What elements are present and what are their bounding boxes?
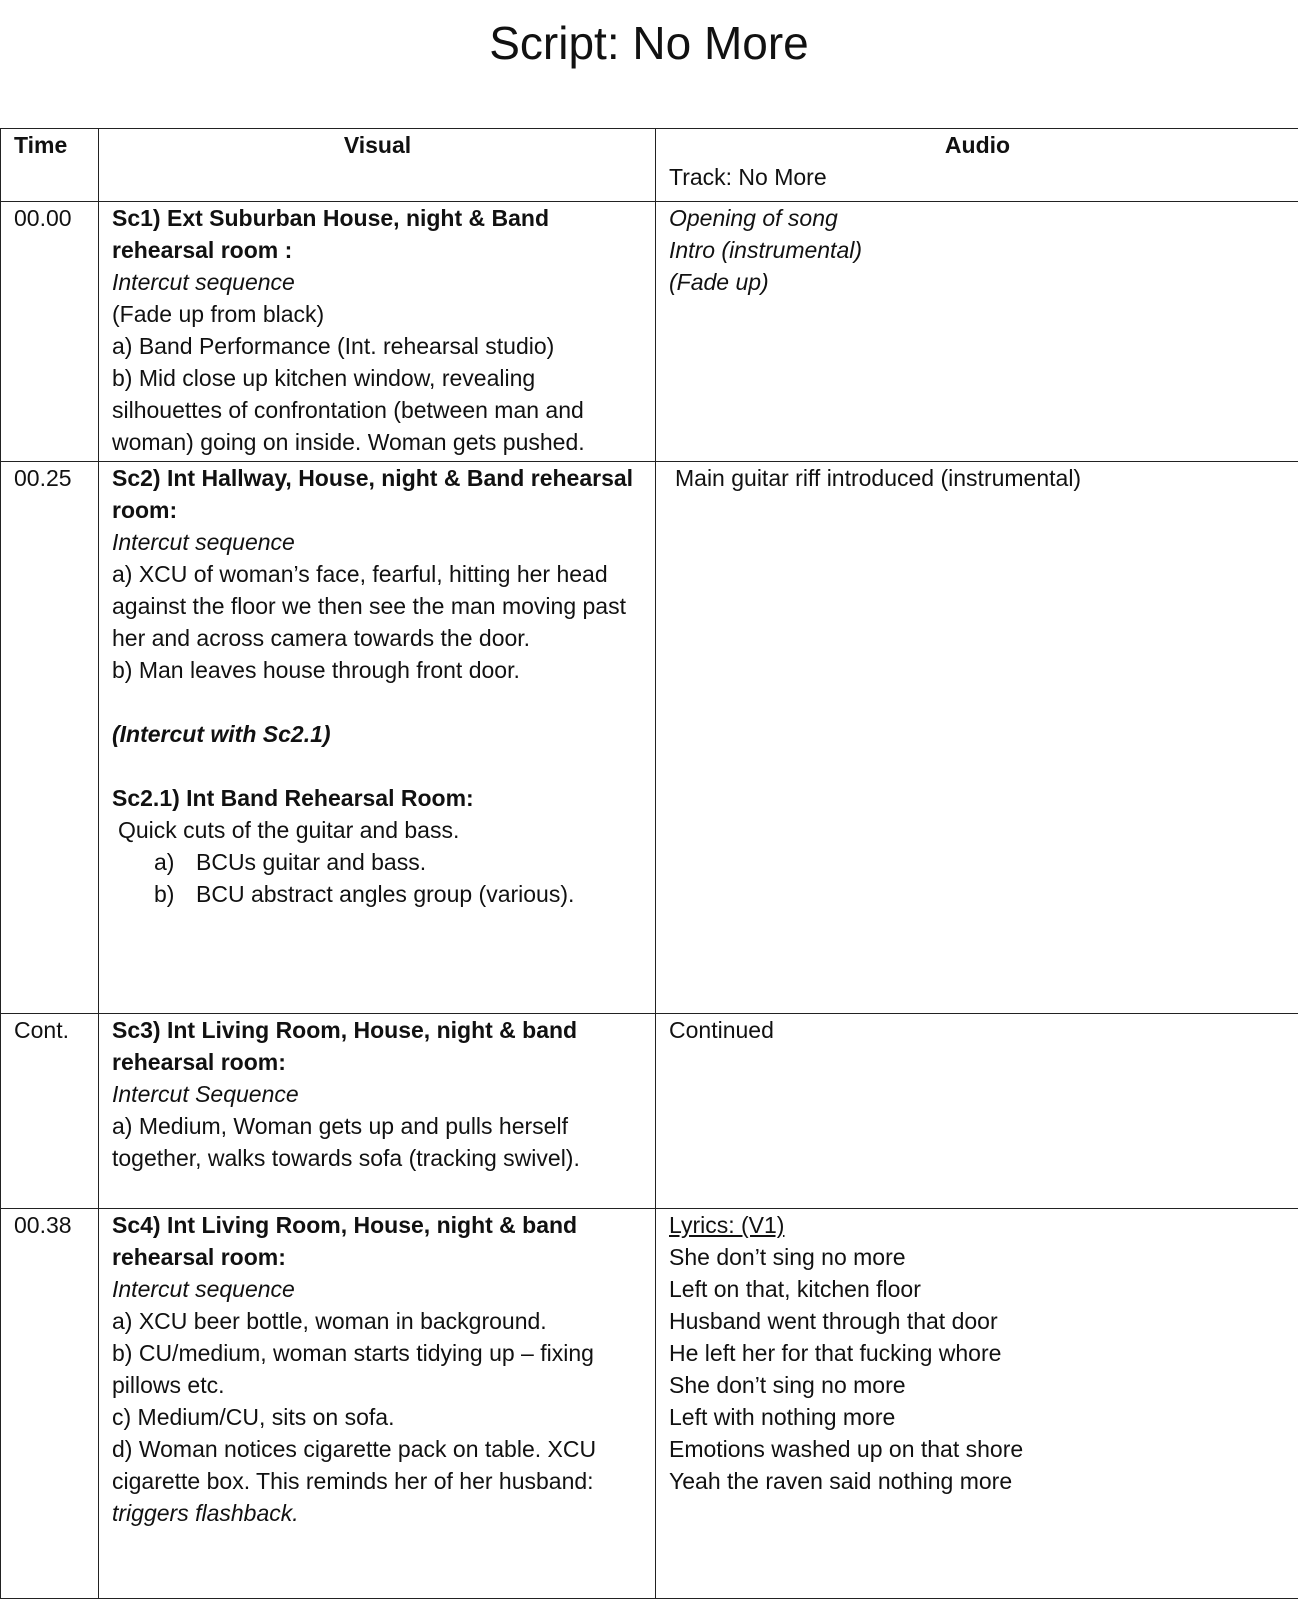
audio-line: Intro (instrumental) — [669, 237, 863, 263]
visual-cell — [99, 202, 656, 462]
header-audio: Audio Track: No More — [656, 129, 1298, 202]
visual-line: d) Woman notices cigarette pack on table. XCU cigarette box. This reminds her of her husband: — [112, 1436, 597, 1494]
visual-cell — [99, 1014, 656, 1209]
sequence-label: Intercut Sequence — [112, 1081, 299, 1107]
lyrics-label: Lyrics: (V1) — [669, 1212, 785, 1238]
sequence-label: Intercut sequence — [112, 529, 295, 555]
time-cell: Cont. — [1, 1014, 99, 1209]
table-header-row — [1, 129, 1298, 202]
script-table — [0, 128, 1298, 1599]
visual-line: a) XCU beer bottle, woman in background. — [112, 1308, 547, 1334]
table-row — [1, 202, 1298, 462]
flashback-trigger: triggers flashback. — [112, 1500, 299, 1526]
lyric-line: Husband went through that door — [669, 1308, 998, 1334]
lyric-line: She don’t sing no more — [669, 1244, 906, 1270]
table-row — [1, 1014, 1298, 1209]
audio-line: (Fade up) — [669, 269, 769, 295]
intercut-note: (Intercut with Sc2.1) — [112, 721, 331, 747]
scene-heading: Sc2) Int Hallway, House, night & Band rehearsal room: — [112, 465, 634, 523]
sub-scene-intro: Quick cuts of the guitar and bass. — [118, 817, 460, 843]
audio-line: Opening of song — [669, 205, 838, 231]
visual-line: b) Man leaves house through front door. — [112, 657, 520, 683]
list-item: b) BCU abstract angles group (various). — [154, 881, 575, 907]
visual-line: a) Band Performance (Int. rehearsal studio) — [112, 333, 555, 359]
audio-cell — [656, 1014, 1298, 1209]
lyric-line: Left with nothing more — [669, 1404, 896, 1430]
lyric-line: Left on that, kitchen floor — [669, 1276, 921, 1302]
audio-line: Main guitar riff introduced (instrumental) — [675, 465, 1082, 491]
page-title: Script: No More — [489, 17, 809, 69]
audio-line: Continued — [669, 1017, 774, 1043]
visual-line: a) Medium, Woman gets up and pulls herself together, walks towards sofa (tracking swivel). — [112, 1113, 580, 1171]
header-visual: Visual — [99, 129, 656, 202]
visual-line: c) Medium/CU, sits on sofa. — [112, 1404, 395, 1430]
table-row — [1, 1209, 1298, 1599]
audio-cell — [656, 1209, 1298, 1599]
time-cell: 00.38 — [1, 1209, 99, 1599]
sub-scene-list — [112, 846, 643, 910]
visual-cell — [99, 462, 656, 1014]
visual-cell — [99, 1209, 656, 1599]
lyric-line: She don’t sing no more — [669, 1372, 906, 1398]
time-cell: 00.00 — [1, 202, 99, 462]
lyric-line: Emotions washed up on that shore — [669, 1436, 1024, 1462]
track-name: Track: No More — [669, 164, 827, 190]
scene-heading: Sc1) Ext Suburban House, night & Band rehearsal room : — [112, 205, 550, 263]
header-time: Time — [1, 129, 99, 202]
visual-line: a) XCU of woman’s face, fearful, hitting her head against the floor we then see the man moving past her and across camera towards the door. — [112, 561, 626, 651]
time-cell: 00.25 — [1, 462, 99, 1014]
lyric-line: He left her for that fucking whore — [669, 1340, 1002, 1366]
scene-heading: Sc4) Int Living Room, House, night & band rehearsal room: — [112, 1212, 578, 1270]
sub-scene-heading: Sc2.1) Int Band Rehearsal Room: — [112, 785, 474, 811]
table-row — [1, 462, 1298, 1014]
sequence-label: Intercut sequence — [112, 1276, 295, 1302]
sequence-label: Intercut sequence — [112, 269, 295, 295]
audio-cell — [656, 462, 1298, 1014]
visual-line: b) Mid close up kitchen window, revealing silhouettes of confrontation (between man and woman) going on inside. Woman gets pushed. — [112, 365, 585, 455]
audio-cell — [656, 202, 1298, 462]
visual-line: b) CU/medium, woman starts tidying up – fixing pillows etc. — [112, 1340, 594, 1398]
lyric-line: Yeah the raven said nothing more — [669, 1468, 1013, 1494]
scene-heading: Sc3) Int Living Room, House, night & band rehearsal room: — [112, 1017, 578, 1075]
visual-line: (Fade up from black) — [112, 301, 325, 327]
list-item: a) BCUs guitar and bass. — [154, 849, 427, 875]
